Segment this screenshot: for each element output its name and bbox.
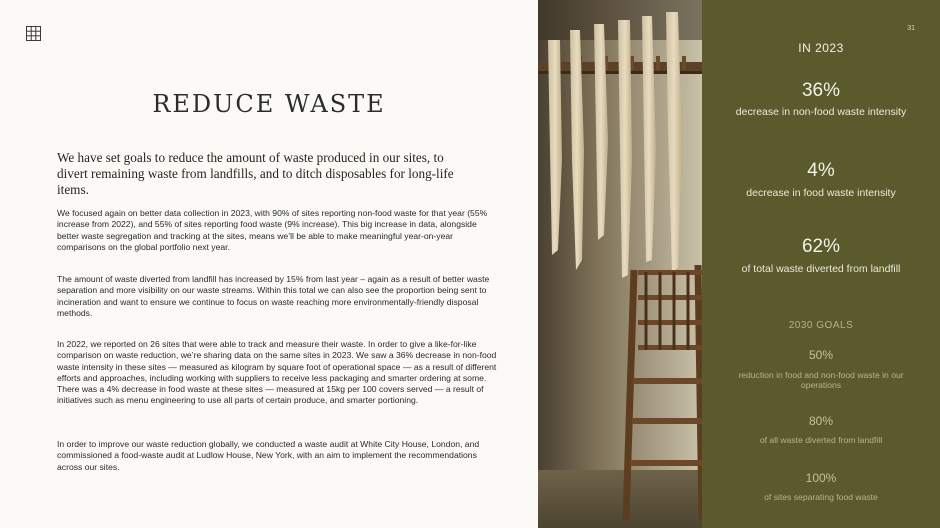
intro-text: We have set goals to reduce the amount of waste produced in our sites, to divert remaining waste from landfills, and to ditch disposables for long-life items.	[57, 150, 454, 197]
goal-label-1: reduction in food and non-food waste in our operations	[738, 370, 904, 390]
stat-label-3: of total waste diverted from landfill	[741, 263, 901, 275]
stats-heading: IN 2023	[798, 41, 844, 55]
stat-value-2: 4%	[807, 160, 835, 181]
photo-hanging-dough-ladder	[538, 0, 702, 528]
goal-value-1: 50%	[808, 348, 834, 362]
stats-panel	[702, 0, 940, 528]
paragraph-2: The amount of waste diverted from landfill has increased by 15% from last year – again as a result of better waste separation and more visibility on our waste streams. Within this total we can also see the proportion being sent to incineration and want to ensure we continue to focus on waste reaching more environmentally-friendly disposal methods.	[57, 274, 490, 318]
paragraph-4: In order to improve our waste reduction globally, we conducted a waste audit at White City House, London, and commissioned a food-waste audit at Ludlow House, New York, with an aim to implement the recommendations across our sites.	[57, 439, 480, 472]
stat-label-2: decrease in food waste intensity	[746, 187, 896, 199]
page-number: 31	[907, 25, 915, 32]
stat-label-1: decrease in non-food waste intensity	[735, 106, 907, 118]
grid-icon[interactable]	[26, 26, 41, 41]
goal-label-3: of sites separating food waste	[764, 492, 878, 502]
paragraph-1: We focused again on better data collection in 2023, with 90% of sites reporting non-food waste for that year (55% increase from 2022), and 55% of sites reporting food waste (9% increase). This big increase in data, alongside better waste segregation and tracking at the sites, means we’ll be able to make meaningful year-on-year comparisons on the global portfolio next year.	[57, 208, 488, 252]
goal-label-2: of all waste diverted from landfill	[759, 435, 883, 445]
page-title: REDUCE WASTE	[152, 90, 386, 118]
paragraph-3: In 2022, we reported on 26 sites that were able to track and measure their waste. In order to give a like-for-like comparison on waste reduction, we’re sharing data on the same sites in 2023. We saw a 36% decrease in non-food waste intensity in these sites — measured as kilogram by square foot of operational space — as a result of different efforts and approaches, including working with suppliers to receive less packaging and smarter ordering at some. There was a 4% decrease in food waste at these sites — measured at 15kg per 100 covers served — a result of initiatives such as menu engineering to use all parts of certain produce, and smarter portioning.	[57, 339, 497, 406]
goals-heading: 2030 GOALS	[788, 320, 854, 331]
goal-value-2: 80%	[808, 414, 834, 428]
stat-value-3: 62%	[801, 236, 841, 257]
stat-value-1: 36%	[801, 80, 841, 101]
goal-value-3: 100%	[805, 471, 837, 485]
